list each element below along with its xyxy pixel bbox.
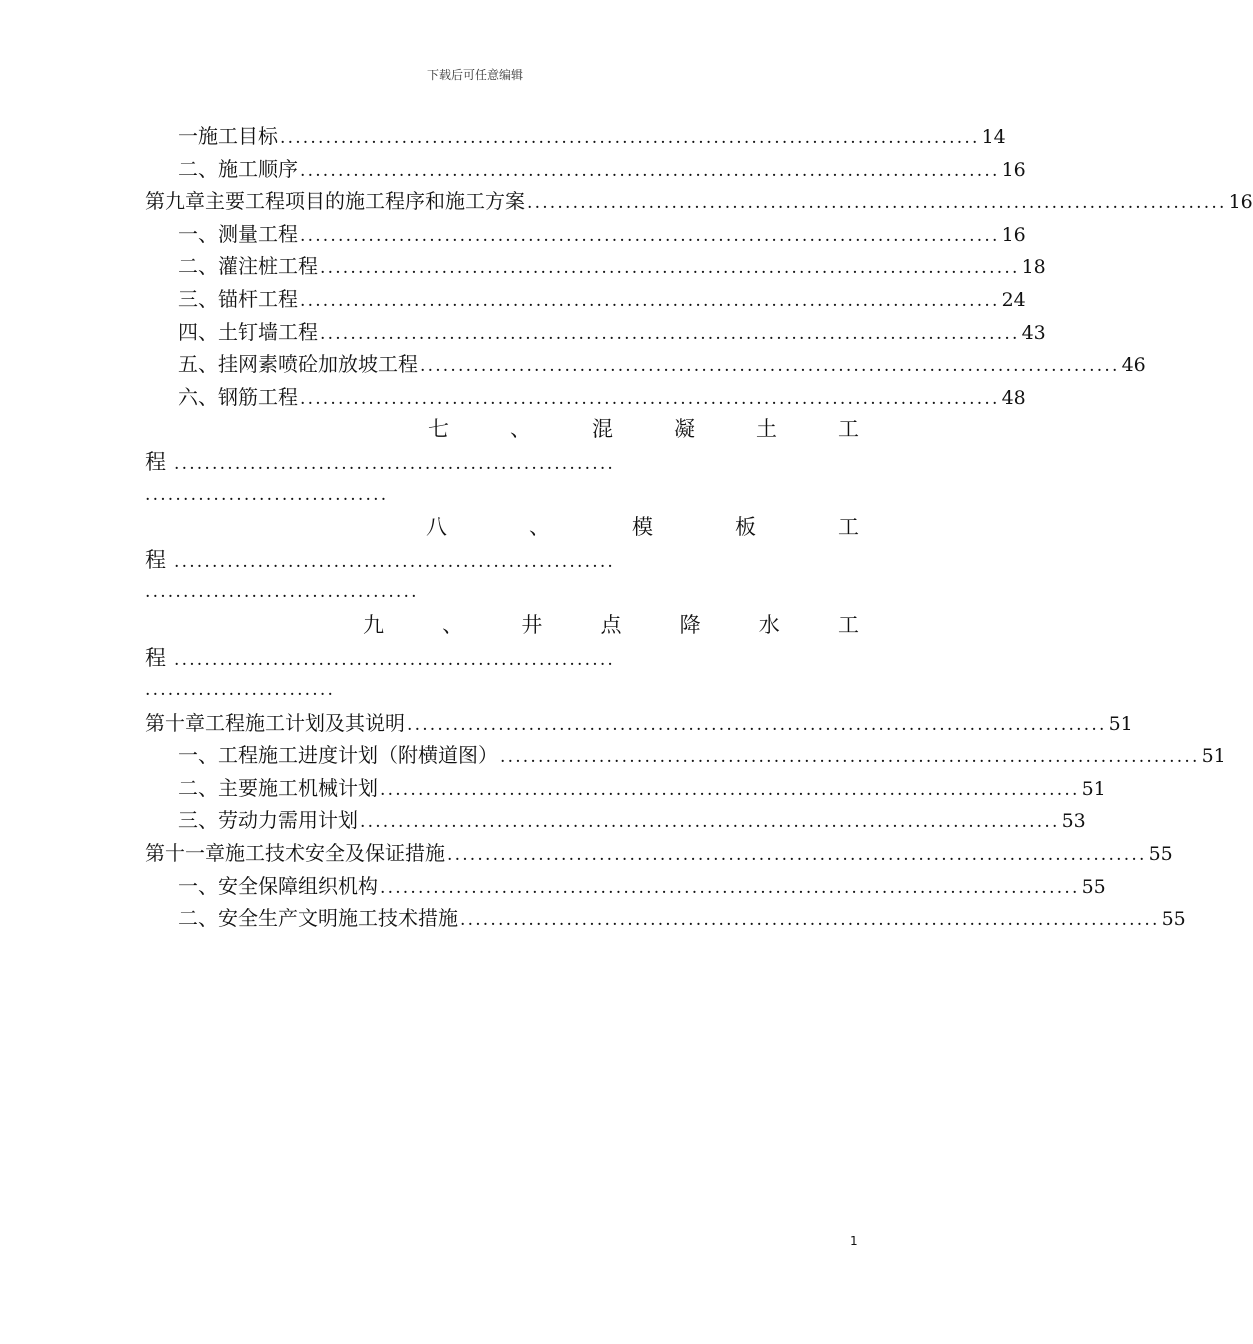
toc-entry-title: 灌注桩工程 [218, 254, 318, 279]
toc-entry-page: 48 [1001, 386, 1026, 409]
toc-entry-page: 24 [1001, 288, 1026, 311]
toc-char: 点 [600, 612, 622, 637]
toc-char: 土 [756, 417, 777, 442]
toc-entry[interactable] [145, 348, 1146, 381]
toc-entry-title: 工程施工进度计划（附横道图） [218, 743, 498, 768]
toc-char: 、 [442, 612, 464, 637]
toc-char: 程 [145, 449, 166, 474]
toc-entry-number: 二、 [178, 254, 218, 279]
toc-entry-title: 钢筋工程 [218, 384, 298, 409]
toc-entry-title: 挂网素喷砼加放坡工程 [218, 352, 418, 377]
toc-char: 七 [428, 417, 449, 442]
toc-dot-leader: ............................................................................................ [420, 356, 1120, 377]
toc-dot-leader: ............................................................................................ [380, 877, 1080, 898]
toc-entry-number: 四、 [178, 319, 218, 344]
toc-entry[interactable] [145, 772, 1106, 805]
toc-broken-entry[interactable] [145, 609, 859, 707]
toc-char: 板 [735, 515, 756, 540]
toc-entry-number: 一、 [178, 221, 218, 246]
toc-entry-page: 53 [1061, 810, 1086, 833]
toc-dot-leader: ............................................................................................ [300, 160, 1000, 181]
toc-char: 九 [363, 612, 384, 637]
toc-entry-page: 14 [981, 126, 1006, 148]
toc-entry-number: 二、 [178, 775, 218, 800]
toc-entry-title: 主要施工机械计划 [218, 775, 378, 800]
toc-entry-page: 18 [1021, 256, 1046, 279]
toc-entry-title: 土钉墙工程 [218, 319, 318, 344]
toc-char: 、 [510, 417, 531, 442]
toc-entry-page: 55 [1161, 908, 1186, 931]
toc-entry[interactable] [145, 316, 1046, 349]
toc-entry-number: 五、 [178, 352, 218, 377]
toc-entry-number: 二、 [178, 906, 218, 931]
toc-entry-number: 三、 [178, 286, 218, 311]
toc-chapter-entry[interactable] [145, 707, 1133, 740]
toc-entry-title: 劳动力需用计划 [218, 808, 358, 833]
toc-entry-number: 一、 [178, 743, 218, 768]
toc-dot-leader: .......................................................... [174, 453, 616, 474]
toc-top-section [145, 120, 1253, 413]
toc-entry-page: 16 [1001, 223, 1026, 246]
toc-entry-page: 55 [1081, 875, 1106, 898]
toc-dot-leader: ............................................................................................ [300, 290, 1000, 311]
toc-entry[interactable] [145, 218, 1026, 251]
toc-chapter-entry[interactable] [145, 185, 1253, 218]
toc-broken-line2 [145, 642, 859, 675]
toc-dot-leader: ......................... [145, 680, 336, 701]
toc-entry-page: 16 [1228, 191, 1253, 214]
toc-broken-line2 [145, 544, 859, 577]
toc-entry-title: 主要工程项目的施工程序和施工方案 [205, 189, 525, 214]
page-number: 1 [850, 1234, 858, 1248]
toc-dot-leader: .................................... [145, 582, 419, 603]
toc-broken-line1 [145, 413, 859, 446]
toc-dot-leader: ............................................................................................ [280, 128, 980, 148]
toc-char: 模 [632, 515, 653, 540]
toc-entry-title: 工程施工计划及其说明 [205, 710, 405, 735]
toc-entry-title: 施工目标 [198, 124, 278, 148]
toc-char: 降 [679, 612, 701, 637]
toc-entry-number: 六、 [178, 384, 218, 409]
toc-entry-number: 第九章 [145, 189, 205, 214]
toc-char: 工 [837, 612, 859, 637]
toc-char: 程 [145, 645, 166, 670]
toc-chapter-entry[interactable] [145, 837, 1173, 870]
toc-char: 、 [529, 515, 550, 540]
toc-entry-page: 55 [1148, 843, 1173, 866]
toc-entry[interactable] [145, 870, 1106, 903]
toc-entry-number: 二、 [178, 156, 218, 181]
toc-dot-leader: ............................................................................................ [320, 323, 1020, 344]
toc-entry[interactable] [145, 153, 1026, 186]
toc-char: 程 [145, 547, 166, 572]
toc-dot-leader: ............................................................................................ [407, 714, 1107, 735]
toc-dot-leader: ............................................................................................ [500, 747, 1200, 768]
toc-entry-title: 施工顺序 [218, 156, 298, 181]
toc-dot-leader: ............................................................................................ [380, 779, 1080, 800]
toc-dot-leader: ............................................................................................ [300, 388, 1000, 409]
toc-entry-page: 51 [1081, 777, 1106, 800]
toc-entry-title: 安全保障组织机构 [218, 873, 378, 898]
page-header: 下载后可任意编辑 [426, 68, 523, 82]
toc-dot-leader: ............................................................................................ [527, 193, 1227, 214]
toc-entry-page: 51 [1201, 745, 1226, 768]
toc-entry-title: 锚杆工程 [218, 286, 298, 311]
table-of-contents [145, 120, 1253, 935]
toc-entry-page: 51 [1108, 712, 1133, 735]
toc-dot-leader: ................................ [145, 484, 389, 505]
toc-entry[interactable] [145, 120, 1006, 153]
toc-entry-title: 安全生产文明施工技术措施 [218, 906, 458, 931]
toc-entry-page: 43 [1021, 321, 1046, 344]
toc-broken-entry[interactable] [145, 511, 859, 609]
toc-entry-number: 第十章 [145, 710, 205, 735]
toc-char: 工 [838, 417, 859, 442]
toc-entry-title: 测量工程 [218, 221, 298, 246]
toc-entry-page: 16 [1001, 158, 1026, 181]
toc-dot-leader: .......................................................... [174, 649, 616, 670]
toc-dot-leader: ............................................................................................ [460, 910, 1160, 931]
toc-dot-leader: ............................................................................................ [360, 812, 1060, 833]
toc-entry[interactable] [145, 804, 1086, 837]
toc-char: 水 [758, 612, 780, 637]
toc-broken-entry[interactable] [145, 413, 859, 511]
toc-entry[interactable] [145, 283, 1026, 316]
toc-entry-number: 第十一章 [145, 841, 225, 866]
toc-dot-leader: ............................................................................................ [447, 845, 1147, 866]
toc-entry[interactable] [145, 739, 1226, 772]
toc-dot-leader: ............................................................................................ [320, 258, 1020, 279]
toc-entry-number: 一 [178, 124, 198, 148]
toc-char: 工 [838, 515, 859, 540]
toc-entry-title: 施工技术安全及保证措施 [225, 841, 445, 866]
toc-broken-line2 [145, 446, 859, 479]
toc-entry-page: 46 [1121, 354, 1146, 377]
toc-char: 凝 [674, 417, 695, 442]
toc-char: 混 [592, 417, 613, 442]
toc-dot-leader: .......................................................... [174, 551, 616, 572]
toc-char: 八 [426, 515, 447, 540]
toc-bottom-section [145, 707, 1226, 935]
toc-entry-number: 三、 [178, 808, 218, 833]
toc-entry[interactable] [145, 381, 1026, 414]
toc-broken-line1 [145, 511, 859, 544]
toc-entry-number: 一、 [178, 873, 218, 898]
toc-broken-line1 [145, 609, 859, 642]
toc-entry[interactable] [145, 902, 1186, 935]
toc-char: 井 [521, 612, 543, 637]
toc-entry[interactable] [145, 250, 1046, 283]
toc-dot-leader: ............................................................................................ [300, 225, 1000, 246]
